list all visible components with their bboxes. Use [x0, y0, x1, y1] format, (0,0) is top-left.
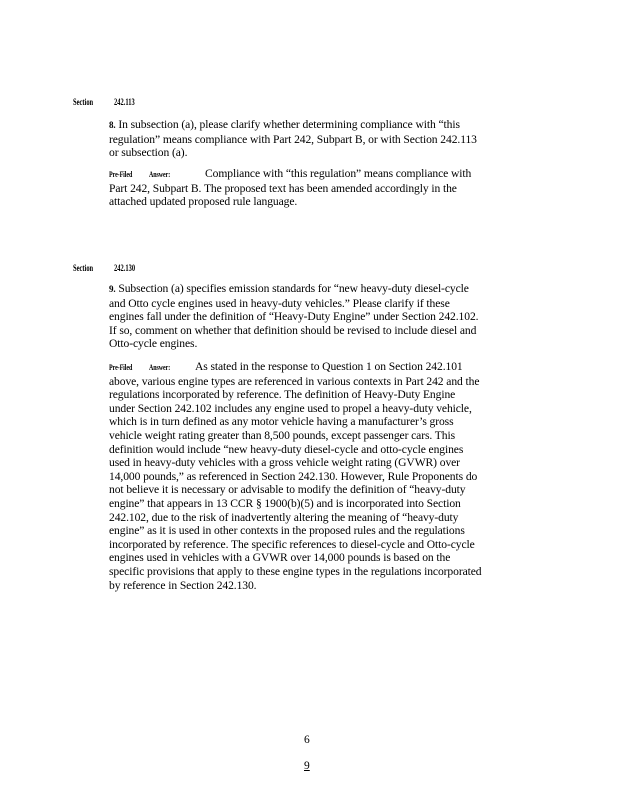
answer-text: As stated in the response to Question 1 on Section 242.101 above, various engine types are referenced in various contexts in Part 242 and the regulations incorporated by reference. The definition of Heavy-Duty Engine under Section 242.102 includes any engine used to propel a heavy-duty vehicle, which is in turn defined as any motor vehicle having a manufacturer’s gross vehicle weight rating greater than 8,500 pounds, except passenger cars. This definition would include “new heavy-duty diesel-cycle and otto-cycle engines used in heavy-duty vehicles with a gross vehicle weight rating (GVWR) over 14,000 pounds,” as referenced in Section 242.130. However, Rule Proponents do not believe it is necessary or advisable to modify the definition of “heavy-duty engine” that appears in 13 CCR § 1900(b)(5) and is incorporated into Section 242.102, due to the risk of inadvertently altering the meaning of “heavy-duty engine” as it is used in other contexts in the proposed rules and the regulations incorporated by reference. The specific references to diesel-cycle and Otto-cycle engines used in vehicles with a GVWR over 14,000 pounds is based on the specific provisions that apply to these engine types in the regulations incorporated by reference in Section 242.130.	[109, 360, 482, 592]
section-label: Section	[73, 263, 94, 273]
question-9	[109, 282, 509, 351]
section-label: Section	[73, 97, 94, 107]
question-text: Subsection (a) specifies emission standards for “new heavy-duty diesel-cycle and Otto cycle engines used in heavy-duty vehicles.” Please clarify if these engines fall under the definition of “Heavy-Duty Engine” under Section 242.102. If so, comment on whether that definition should be revised to include diesel and Otto-cycle engines.	[109, 282, 479, 351]
page-number-alt: 9	[304, 760, 310, 772]
section-number: 242.113	[114, 97, 135, 107]
question-text: In subsection (a), please clarify whether determining compliance with “this regulation” means compliance with Part 242, Subpart B, or with Section 242.113 or subsection (a).	[109, 118, 477, 160]
question-8	[109, 118, 509, 160]
answer-label: Answer:	[149, 363, 171, 372]
prefiled-label: Pre-Filed	[109, 363, 133, 372]
section-number: 242.130	[114, 263, 136, 273]
question-number: 8.	[109, 120, 116, 130]
page-number: 6	[304, 734, 310, 746]
prefiled-label: Pre-Filed	[109, 170, 133, 179]
answer-8	[109, 167, 509, 209]
answer-9	[109, 360, 509, 592]
question-number: 9.	[109, 284, 116, 294]
answer-text: Compliance with “this regulation” means compliance with Part 242, Subpart B. The proposed text has been amended accordingly in the attached updated proposed rule language.	[109, 167, 472, 209]
answer-label: Answer:	[149, 170, 171, 179]
